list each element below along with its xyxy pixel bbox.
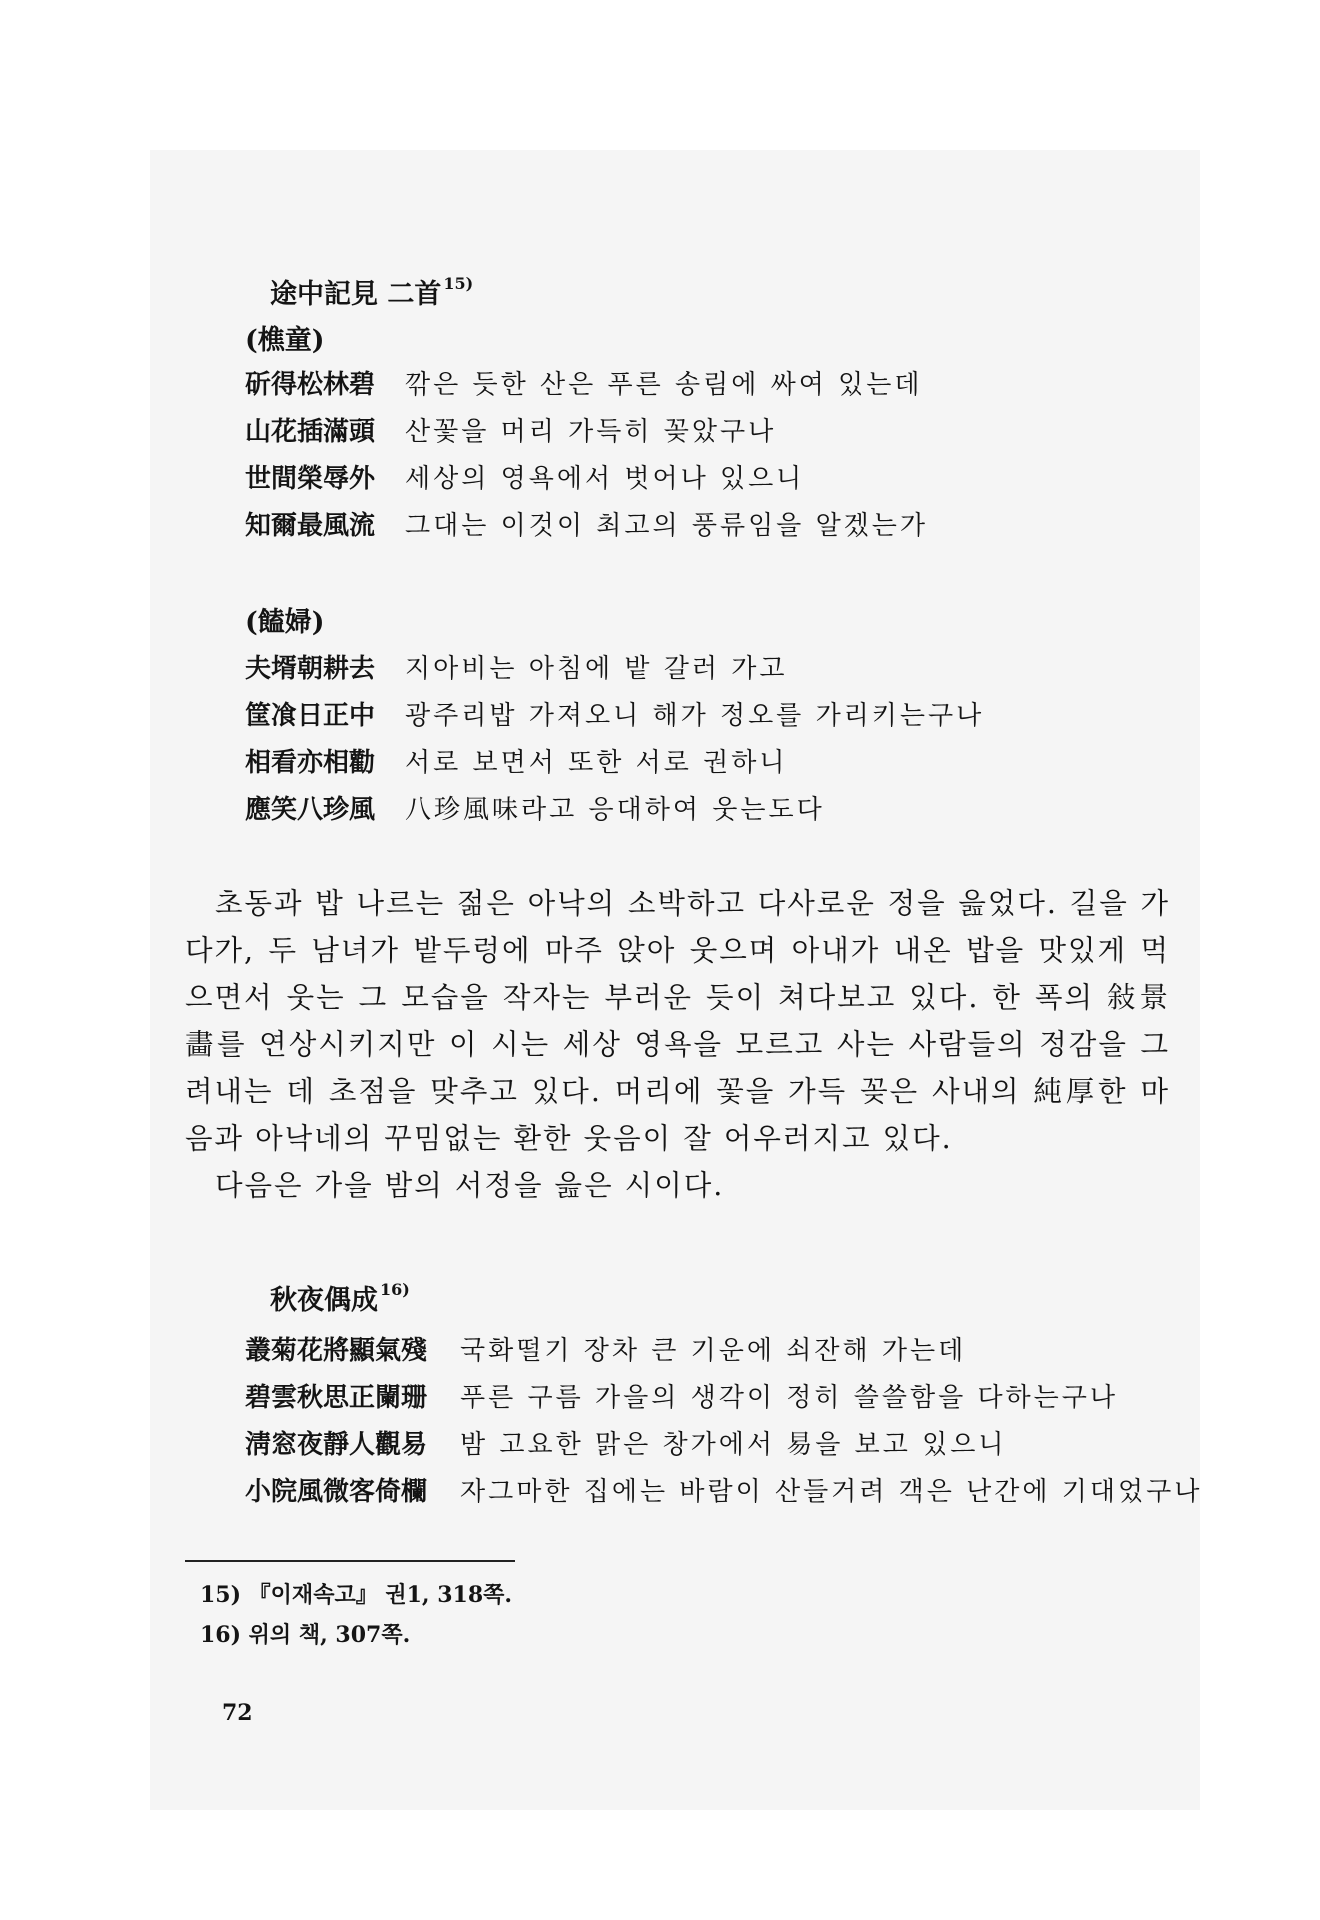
korean-translation: 산꽃을 머리 가득히 꽂았구나 — [405, 417, 777, 447]
poem1-title — [270, 272, 473, 311]
korean-translation: 서로 보면서 또한 서로 권하니 — [405, 748, 788, 778]
hanja-verse: 山花插滿頭 — [245, 417, 376, 447]
poem2-title-text: 秋夜偶成 — [270, 1285, 378, 1316]
hanja-verse: 筐飡日正中 — [245, 701, 376, 731]
commentary-paragraph: 초동과 밥 나르는 젊은 아낙의 소박하고 다사로운 정을 읊었다. 길을 가다가, 두 남녀가 밭두렁에 마주 앉아 웃으며 아내가 내온 밥을 맛있게 먹으면서 웃는 그 모습을 작자는 부러운 듯이 쳐다보고 있다. 한 폭의 敍景畵를 연상시키지만 이 시는 세상 영욕을 모르고 사는 사람들의 정감을 그려내는 데 초점을 맞추고 있다. 머리에 꽃을 가득 꽂은 사내의 純厚한 마음과 아낙네의 꾸밈없는 환한 웃음이 잘 어우러지고 있다. — [185, 887, 1170, 1155]
korean-translation: 광주리밥 가져오니 해가 정오를 가리키는구나 — [405, 701, 985, 731]
poem1-section-b-label: (饁婦) — [245, 607, 325, 638]
korean-translation: 지아비는 아침에 밭 갈러 가고 — [405, 654, 788, 684]
page-number: 72 — [222, 1700, 253, 1726]
footnote-15: 15) 『이재속고』 권1, 318쪽. — [200, 1582, 513, 1608]
hanja-verse: 相看亦相勸 — [245, 748, 376, 778]
korean-translation: 푸른 구름 가을의 생각이 정히 쓸쓸함을 다하는구나 — [460, 1383, 1119, 1413]
hanja-verse: 世間榮辱外 — [245, 464, 376, 494]
hanja-verse: 小院風微客倚欄 — [245, 1477, 428, 1507]
hanja-verse: 叢菊花將顯氣殘 — [245, 1336, 428, 1366]
korean-translation: 깎은 듯한 산은 푸른 송림에 싸여 있는데 — [405, 370, 923, 400]
commentary — [185, 880, 1170, 1209]
poem2-footnote-ref[interactable]: 16) — [380, 1280, 410, 1299]
hanja-verse: 淸窓夜靜人觀易 — [245, 1430, 428, 1460]
commentary-paragraph: 다음은 가을 밤의 서정을 읊은 시이다. — [215, 1169, 725, 1202]
korean-translation: 밤 고요한 맑은 창가에서 易을 보고 있으니 — [460, 1430, 1007, 1460]
korean-translation: 세상의 영욕에서 벗어나 있으니 — [405, 464, 805, 494]
hanja-verse: 夫壻朝耕去 — [245, 654, 376, 684]
korean-translation: 국화떨기 장차 큰 기운에 쇠잔해 가는데 — [460, 1336, 967, 1366]
poem1-footnote-ref[interactable]: 15) — [443, 274, 474, 293]
hanja-verse: 知爾最風流 — [245, 511, 376, 541]
korean-translation: 자그마한 집에는 바람이 산들거려 객은 난간에 기대었구나 — [460, 1477, 1203, 1507]
hanja-verse: 應笑八珍風 — [245, 795, 376, 825]
poem1-section-a-label: (樵童) — [245, 325, 325, 356]
korean-translation: 八珍風味라고 응대하여 웃는도다 — [405, 795, 825, 825]
poem2-title — [270, 1278, 410, 1317]
hanja-verse: 斫得松林碧 — [245, 370, 376, 400]
poem1-title-text: 途中記見 二首 — [270, 279, 442, 310]
footnote-divider — [185, 1560, 515, 1562]
korean-translation: 그대는 이것이 최고의 풍류임을 알겠는가 — [405, 511, 929, 541]
footnote-16: 16) 위의 책, 307쪽. — [200, 1622, 411, 1648]
hanja-verse: 碧雲秋思正闌珊 — [245, 1383, 428, 1413]
